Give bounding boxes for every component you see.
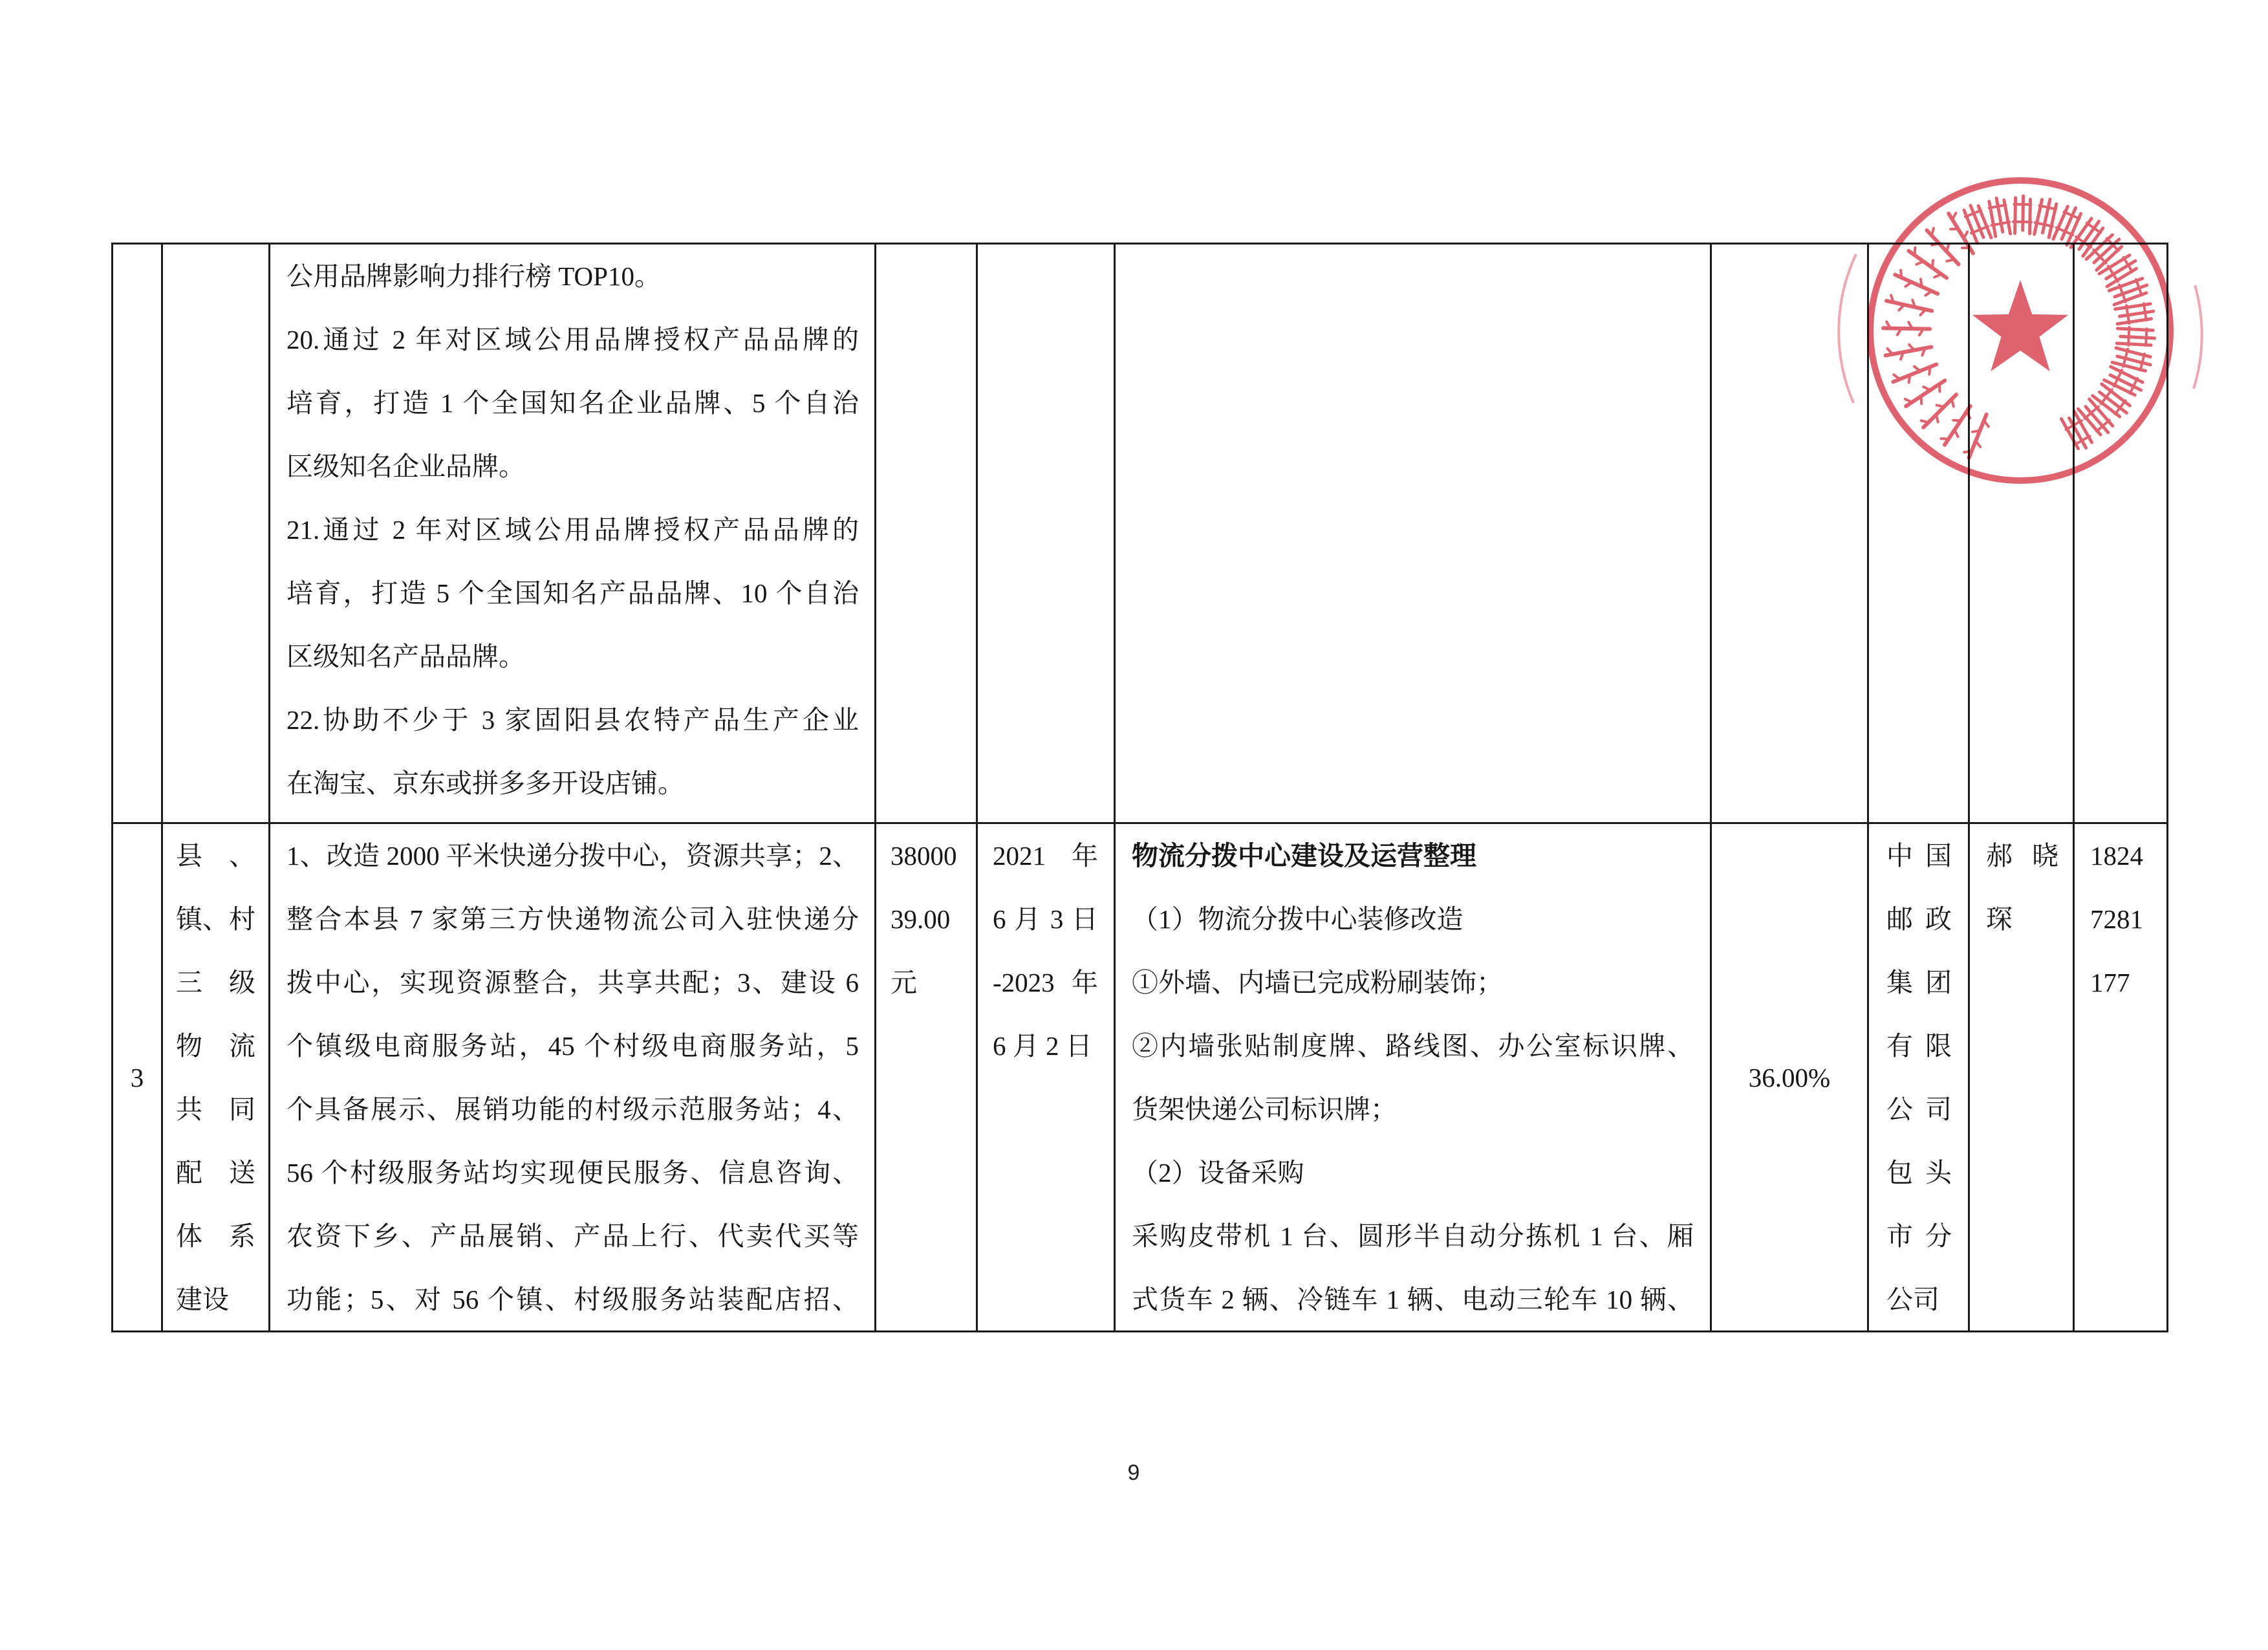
seal-glyph-stroke bbox=[1929, 367, 1930, 375]
text-line: 21.通过 2 年对区域公用品牌授权产品品牌的 bbox=[286, 515, 859, 545]
seal-glyph-stroke bbox=[1917, 261, 1924, 265]
text-line: 个具备展示、展销功能的村级示范服务站；4、 bbox=[286, 1094, 859, 1124]
cell-progress bbox=[1116, 824, 1712, 1332]
text-line: 式货车 2 辆、冷链车 1 辆、电动三轮车 10 辆、 bbox=[1132, 1285, 1694, 1314]
text-line: 集团 bbox=[1886, 968, 1952, 997]
cell-project-name bbox=[163, 824, 270, 1332]
text-line: 公用品牌影响力排行榜 TOP10。 bbox=[286, 261, 661, 291]
seal-glyph-stroke bbox=[1921, 396, 1922, 404]
cell-phone bbox=[2075, 824, 2168, 1332]
text-line: 琛 bbox=[1986, 904, 2013, 934]
cell-unit bbox=[1869, 824, 1970, 1332]
cell-contact bbox=[1970, 824, 2075, 1332]
seal-glyph-stroke bbox=[1984, 420, 1989, 426]
text-line: 6 月 3 日 bbox=[993, 904, 1098, 934]
table-row bbox=[113, 824, 2168, 1332]
completion-rate: 36.00% bbox=[1748, 1062, 1831, 1092]
text-line: 郝晓 bbox=[1986, 841, 2058, 871]
seal-glyph-stroke bbox=[1952, 213, 1956, 219]
seal-glyph-stroke bbox=[1967, 411, 1970, 418]
seal-outer-arc bbox=[1839, 254, 1856, 403]
seal-glyph-stroke bbox=[1914, 248, 1915, 255]
cell-amount bbox=[876, 244, 978, 824]
text-line: 1、改造 2000 平米快递分拨中心，资源共享；2、 bbox=[286, 841, 859, 871]
seal-glyph-stroke bbox=[1947, 259, 1954, 261]
text-line: 177 bbox=[2090, 968, 2130, 997]
seal-glyph-stroke bbox=[1937, 405, 1944, 407]
text-line: 有限 bbox=[1886, 1031, 1952, 1061]
page-number: 9 bbox=[1127, 1460, 1140, 1485]
text-line: 22.协助不少于 3 家固阳县农特产品生产企业 bbox=[286, 705, 859, 735]
text-line: 6 月 2 日 bbox=[993, 1031, 1092, 1061]
text-line: 1824 bbox=[2090, 841, 2143, 871]
seal-glyph-stroke bbox=[1964, 451, 1972, 452]
cell-project-name bbox=[163, 244, 270, 824]
seal-glyph-stroke bbox=[2023, 196, 2024, 230]
seal-glyph-stroke bbox=[1947, 244, 1949, 252]
seal-glyph-stroke bbox=[1952, 399, 1954, 406]
cell-completion bbox=[1712, 824, 1869, 1332]
seal-glyph-stroke bbox=[1934, 274, 1941, 277]
text-line: 体系 bbox=[176, 1221, 255, 1251]
text-line: 2021 年 bbox=[993, 841, 1098, 871]
seal-glyph-stroke bbox=[1936, 415, 1938, 422]
text-line: 镇、村 bbox=[176, 904, 255, 934]
text-line: 货架快递公司标识牌； bbox=[1132, 1094, 1397, 1124]
seal-glyph-stroke bbox=[1972, 431, 1980, 432]
text-line: 38000 bbox=[891, 841, 957, 871]
text-line: 三级 bbox=[176, 968, 255, 997]
seal-glyph-stroke bbox=[1894, 375, 1899, 379]
cell-content bbox=[270, 824, 876, 1332]
seal-glyph-stroke bbox=[1939, 384, 1940, 392]
seal-glyph-stroke bbox=[2040, 206, 2056, 210]
text-line: 县、 bbox=[176, 841, 255, 871]
text-line: 培育，打造 1 个全国知名企业品牌、5 个自治 bbox=[286, 388, 859, 418]
text-line: 物流 bbox=[176, 1031, 255, 1061]
cell-period bbox=[978, 244, 1116, 824]
text-line: 区级知名企业品牌。 bbox=[286, 451, 525, 481]
seal-glyph-stroke bbox=[1905, 282, 1912, 287]
text-line: 56 个村级服务站均实现便民服务、信息咨询、 bbox=[286, 1158, 859, 1188]
seal-glyph-stroke bbox=[1964, 232, 1967, 238]
row-number: 3 bbox=[130, 1062, 144, 1092]
seal-glyph-stroke bbox=[1921, 420, 1928, 422]
text-line: 7281 bbox=[2090, 904, 2143, 934]
cell-number bbox=[113, 824, 163, 1332]
text-line: 在淘宝、京东或拼多多开设店铺。 bbox=[286, 768, 684, 798]
text-line: 中国 bbox=[1886, 841, 1952, 871]
text-line: 配送 bbox=[176, 1158, 255, 1188]
seal-star bbox=[1972, 280, 2068, 371]
seal-glyph-stroke bbox=[2121, 336, 2155, 338]
text-line: （2）设备采购 bbox=[1132, 1158, 1304, 1188]
text-line: 20.通过 2 年对区域公用品牌授权产品品牌的 bbox=[286, 325, 859, 354]
seal-glyph-stroke bbox=[2119, 311, 2154, 316]
seal-glyph-stroke bbox=[1932, 260, 1933, 268]
cell-progress bbox=[1116, 244, 1712, 824]
cell-number bbox=[113, 244, 163, 824]
text-line: 39.00 bbox=[891, 904, 951, 934]
seal-glyph-stroke bbox=[2128, 327, 2130, 345]
text-line: -2023 年 bbox=[993, 968, 1098, 997]
text-line: 公司 bbox=[1886, 1094, 1952, 1124]
text-line: 包头 bbox=[1886, 1158, 1952, 1188]
text-line: 共同 bbox=[176, 1094, 255, 1124]
text-line: 功能；5、对 56 个镇、村级服务站装配店招、 bbox=[286, 1285, 859, 1314]
seal-glyph-stroke bbox=[1914, 367, 1920, 371]
seal-glyph-stroke bbox=[2013, 222, 2031, 223]
cell-period bbox=[978, 824, 1116, 1332]
seal-glyph-stroke bbox=[1976, 441, 1980, 447]
seal-glyph-stroke bbox=[1905, 399, 1912, 402]
text-line: 区级知名产品品牌。 bbox=[286, 642, 525, 671]
seal-glyph-stroke bbox=[2014, 204, 2031, 205]
text-line: 采购皮带机 1 台、圆形半自动分拣机 1 台、厢 bbox=[1132, 1221, 1694, 1251]
progress-heading: 物流分拨中心建设及运营整理 bbox=[1132, 841, 1476, 871]
seal-glyph-stroke bbox=[2043, 199, 2051, 233]
seal-glyph-stroke bbox=[1923, 387, 1930, 390]
text-line: 元 bbox=[891, 968, 917, 997]
text-line: 建设 bbox=[176, 1285, 229, 1314]
seal-glyph-stroke bbox=[1932, 228, 1934, 235]
official-seal bbox=[1813, 149, 2227, 512]
seal-outer-arc bbox=[2194, 285, 2202, 389]
seal-glyph-stroke bbox=[1925, 291, 1932, 296]
text-line: 公司 bbox=[1886, 1285, 1939, 1314]
text-line: 拨中心，实现资源整合，共享共配；3、建设 6 bbox=[286, 968, 859, 997]
seal-glyph-stroke bbox=[1909, 375, 1910, 383]
text-line: 市分 bbox=[1886, 1221, 1952, 1251]
seal-glyph-stroke bbox=[1996, 198, 2003, 232]
cell-amount bbox=[876, 824, 978, 1332]
seal-glyph-stroke bbox=[1932, 243, 1939, 245]
seal-glyph-stroke bbox=[1989, 205, 2006, 208]
text-line: ②内墙张贴制度牌、路线图、办公室标识牌、 bbox=[1132, 1031, 1694, 1061]
seal-glyph-stroke bbox=[1954, 429, 1958, 437]
text-line: 整合本县 7 家第三方快递物流公司入驻快递分 bbox=[286, 904, 859, 934]
cell-content bbox=[270, 244, 876, 824]
text-line: 农资下乡、产品展销、产品上行、代卖代买等 bbox=[286, 1221, 859, 1251]
text-line: ①外墙、内墙已完成粉刷装饰； bbox=[1132, 968, 1503, 997]
text-line: 邮政 bbox=[1886, 904, 1952, 934]
text-line: （1）物流分拨中心装修改造 bbox=[1132, 904, 1463, 934]
text-line: 个镇级电商服务站，45 个村级电商服务站，5 bbox=[286, 1031, 859, 1061]
seal-glyph-stroke bbox=[1953, 420, 1961, 421]
text-line: 培育，打造 5 个全国知名产品品牌、10 个自治 bbox=[286, 578, 859, 608]
